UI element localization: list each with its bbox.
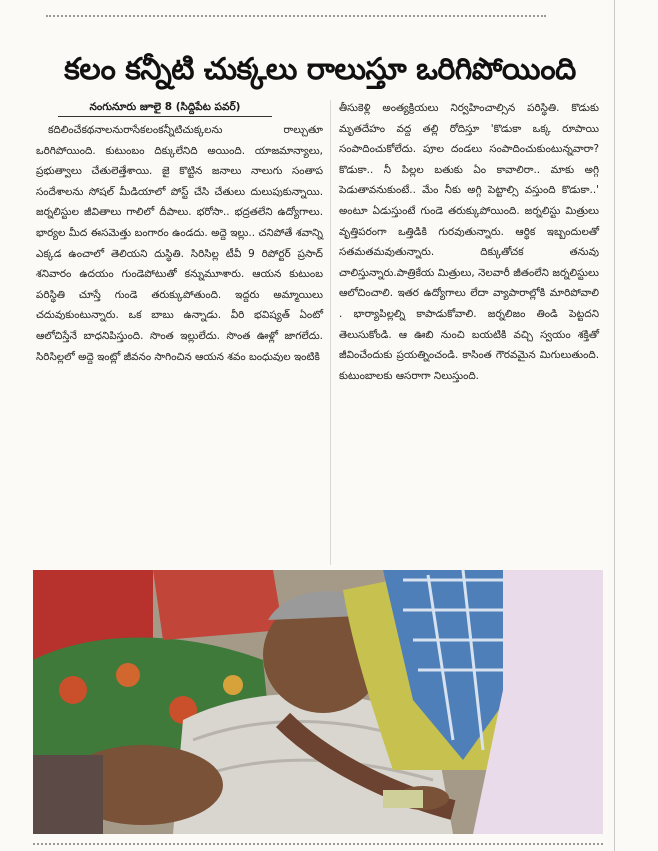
- article-column-right: [339, 98, 599, 570]
- mourning-photo-icon: [33, 570, 603, 834]
- article-column-left: [36, 120, 323, 570]
- column-right-paragraph: తీసుకెళ్లి అంత్యక్రియలు నిర్వహించాల్సిన పరిస్థితి. కొడుకు మృతదేహం వద్ద తల్లి రోదిస్తూ 'కొడుకా ఒక్క రూపాయి సంపాదించుకోలేదు. పూల దండలు సంపాదించుకుంటున్నవారా? కొడుకా.. నీ పిల్లల బతుకు ఏం కావాలిరా.. మాకు అగ్గి పెడుతావనుకుంటే.. మేం నీకు అగ్గి పెట్టాల్సి వస్తుంది కొడుకా..' అంటూ ఏడుస్తుంటే గుండె తరుక్కుపోయింది. జర్నలిస్టు మిత్రులు వృత్తిపరంగా ఒత్తిడికి గురవుతున్నారు. ఆర్థిక ఇబ్బందులతో సతమతమవుతున్నారు. దిక్కుతోచక తనువు చాలిస్తున్నారు.పాత్రికేయ మిత్రులు, నెలవారీ జీతంలేని జర్నలిస్టులు ఆలోచించాలి. ఇతర ఉద్యోగాలు లేదా వ్యాపారాల్లోకి మారిపోవాలి . భార్యాపిల్లల్ని కాపాడుకోవాలి. జర్నలిజం తిండి పెట్టదని తెలుసుకోండి. ఆ ఊబి నుంచి బయటికి వచ్చి స్వయం శక్తితో జీవించేందుకు ప్రయత్నించండి. కాసింత గౌరవమైన మిగులుతుంది. కుటుంబాలకు ఆసరాగా నిలుస్తుంది.: [339, 102, 599, 382]
- article-headline: కలం కన్నీటి చుక్కలు రాలుస్తూ ఒరిగిపోయింది: [64, 52, 576, 87]
- bottom-dotted-divider: [33, 843, 603, 845]
- mourning-photo: [33, 570, 603, 834]
- column-divider: [330, 100, 331, 565]
- article-dateline: నంగునూరు జూలై 8 (సిద్దిపేట పవర్): [58, 98, 272, 117]
- column-left-paragraph: కదిలించేకథనాలనురాసేకలంకన్నీటిచుక్కలను రాల్చుతూ ఒరిగిపోయింది. కుటుంబం దిక్కులేనిది అయింది. యాజమాన్యాలు, ప్రభుత్వాలు చేతులెత్తేశాయి. జై కొట్టిన జనాలు నాలుగు సంతాప సందేశాలను సోషల్ మీడియాలో పోస్ట్ చేసి చేతులు దులుపుకున్నాయి. జర్నలిస్టుల జీవితాలు గాలిలో దీపాలు. భరోసా.. భద్రతలేని ఉద్యోగాలు. భార్యల మీద ఈసమెత్తు బంగారం ఉండదు. అద్దె ఇల్లు.. చనిపోతే శవాన్ని ఎక్కడ ఉంచాలో తెలియని దుస్థితి. సిరిసిల్ల టీవీ 9 రిపోర్టర్ ప్రసాద్ శనివారం ఉదయం గుండెపోటుతో కన్నుమూశారు. ఆయన కుటుంబ పరిస్థితి చూస్తే గుండె తరుక్కుపోతుంది. ఇద్దరు అమ్మాయిలు చదువుకుంటున్నారు. ఒక బాబు ఉన్నాడు. వీరి భవిష్యత్ ఏంటో ఆలోచిస్తేనే బాధనిపిస్తుంది. సొంత ఇల్లులేదు. సొంత ఊళ్లో జాగలేదు. సిరిసిల్లలో అద్దె ఇంట్లో జీవనం సాగించిన ఆయన శవం బంధువుల ఇంటికి: [36, 124, 323, 363]
- top-dotted-divider: [46, 15, 546, 17]
- page-edge-divider: [614, 0, 615, 851]
